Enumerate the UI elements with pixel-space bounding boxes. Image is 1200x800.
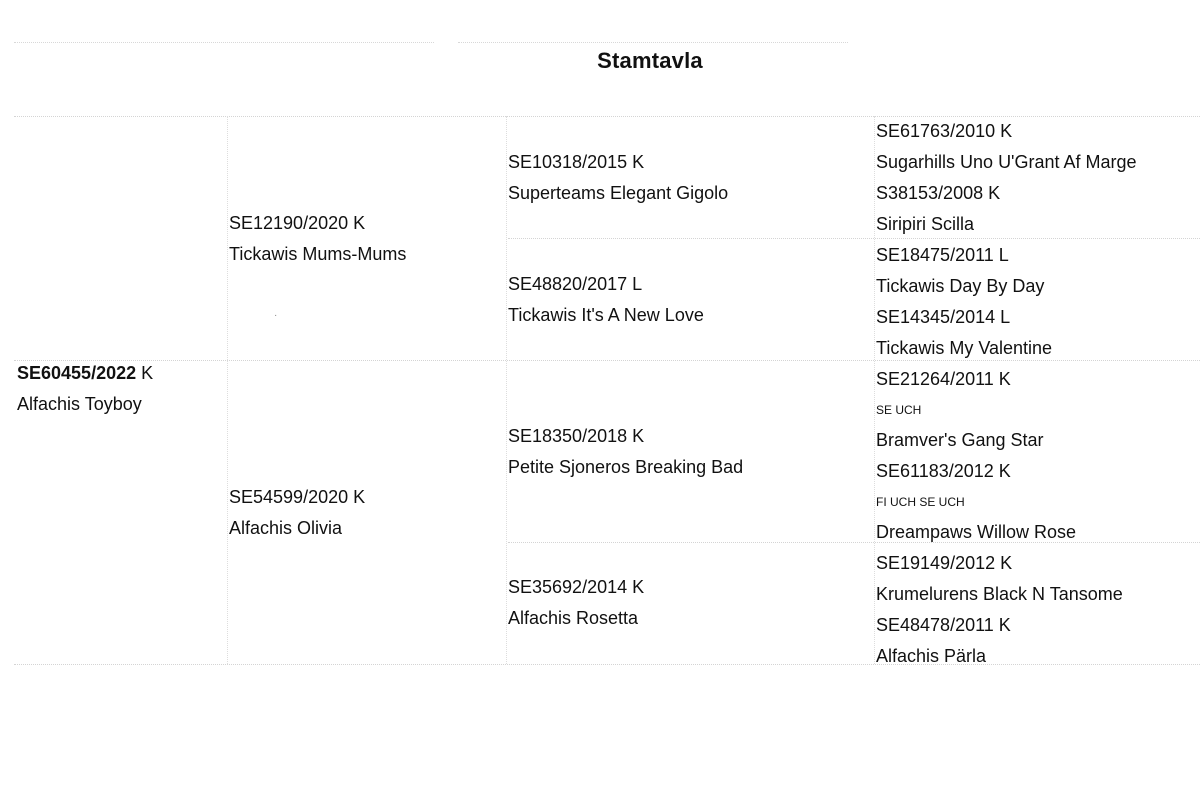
- parent-name: Alfachis Olivia: [229, 518, 343, 538]
- grandparent-4: [508, 572, 644, 634]
- great-grandparent-registration: SE61183/2012 K: [876, 461, 1011, 481]
- grandparent-3: [508, 421, 743, 483]
- great-grandparent-titles: SE UCH: [876, 403, 922, 417]
- subject-name: Alfachis Toyboy: [17, 394, 142, 414]
- grandparent-name: Petite Sjoneros Breaking Bad: [508, 457, 744, 477]
- great-grandparent-name: Siripiri Scilla: [876, 214, 975, 234]
- great-grandparent-name: Tickawis Day By Day: [876, 276, 1045, 296]
- great-grandparent-registration: SE18475/2011 L: [876, 245, 1009, 265]
- header-rule-left: [14, 42, 434, 43]
- great-grandparent-registration: SE21264/2011 K: [876, 369, 1011, 389]
- great-grandparent-name: Tickawis My Valentine: [876, 338, 1053, 358]
- great-grandparent-registration: SE14345/2014 L: [876, 307, 1011, 327]
- grandparent-registration: SE10318/2015 K: [508, 152, 645, 172]
- great-grandparent-name: Alfachis Pärla: [876, 646, 987, 666]
- parent-registration: SE12190/2020 K: [229, 213, 366, 233]
- grandparent-1: [508, 147, 728, 209]
- grandparent-registration: SE35692/2014 K: [508, 577, 645, 597]
- great-grandparent-name: Krumelurens Black N Tansome: [876, 584, 1123, 604]
- parent-registration: SE54599/2020 K: [229, 487, 366, 507]
- great-grandparent-name: Dreampaws Willow Rose: [876, 522, 1077, 542]
- column-divider-2: [506, 116, 507, 664]
- parent-sire: [229, 208, 406, 270]
- great-grandparent-registration: S38153/2008 K: [876, 183, 1001, 203]
- grandparent-name: Tickawis It's A New Love: [508, 305, 704, 325]
- column-divider-3: [874, 116, 875, 664]
- document-title: Stamtavla: [597, 48, 703, 73]
- grandparent-2: [508, 269, 704, 331]
- grandparent-registration: SE48820/2017 L: [508, 274, 643, 294]
- header-rule-right: [458, 42, 848, 43]
- parent-dam: [229, 482, 365, 544]
- great-grandparent-name: Sugarhills Uno U'Grant Af Marge: [876, 152, 1137, 172]
- great-grandparent-registration: SE48478/2011 K: [876, 615, 1011, 635]
- subject-registration-number: SE60455/2022: [17, 363, 137, 383]
- great-grandparents-column: [876, 116, 1137, 672]
- column-divider-1: [227, 116, 228, 664]
- subject-registration: [17, 358, 153, 389]
- subject-sex-code: K: [136, 363, 154, 383]
- grandparent-name: Superteams Elegant Gigolo: [508, 183, 729, 203]
- great-grandparent-name: Bramver's Gang Star: [876, 430, 1044, 450]
- pedigree-subject: [17, 358, 153, 420]
- great-grandparent-titles: FI UCH SE UCH: [876, 495, 965, 509]
- scan-speck: ·: [274, 310, 278, 321]
- parent-name: Tickawis Mums-Mums: [229, 244, 407, 264]
- great-grandparent-registration: SE61763/2010 K: [876, 121, 1013, 141]
- pedigree-table: [14, 116, 1200, 664]
- grandparent-name: Alfachis Rosetta: [508, 608, 639, 628]
- great-grandparent-registration: SE19149/2012 K: [876, 553, 1013, 573]
- grandparent-registration: SE18350/2018 K: [508, 426, 645, 446]
